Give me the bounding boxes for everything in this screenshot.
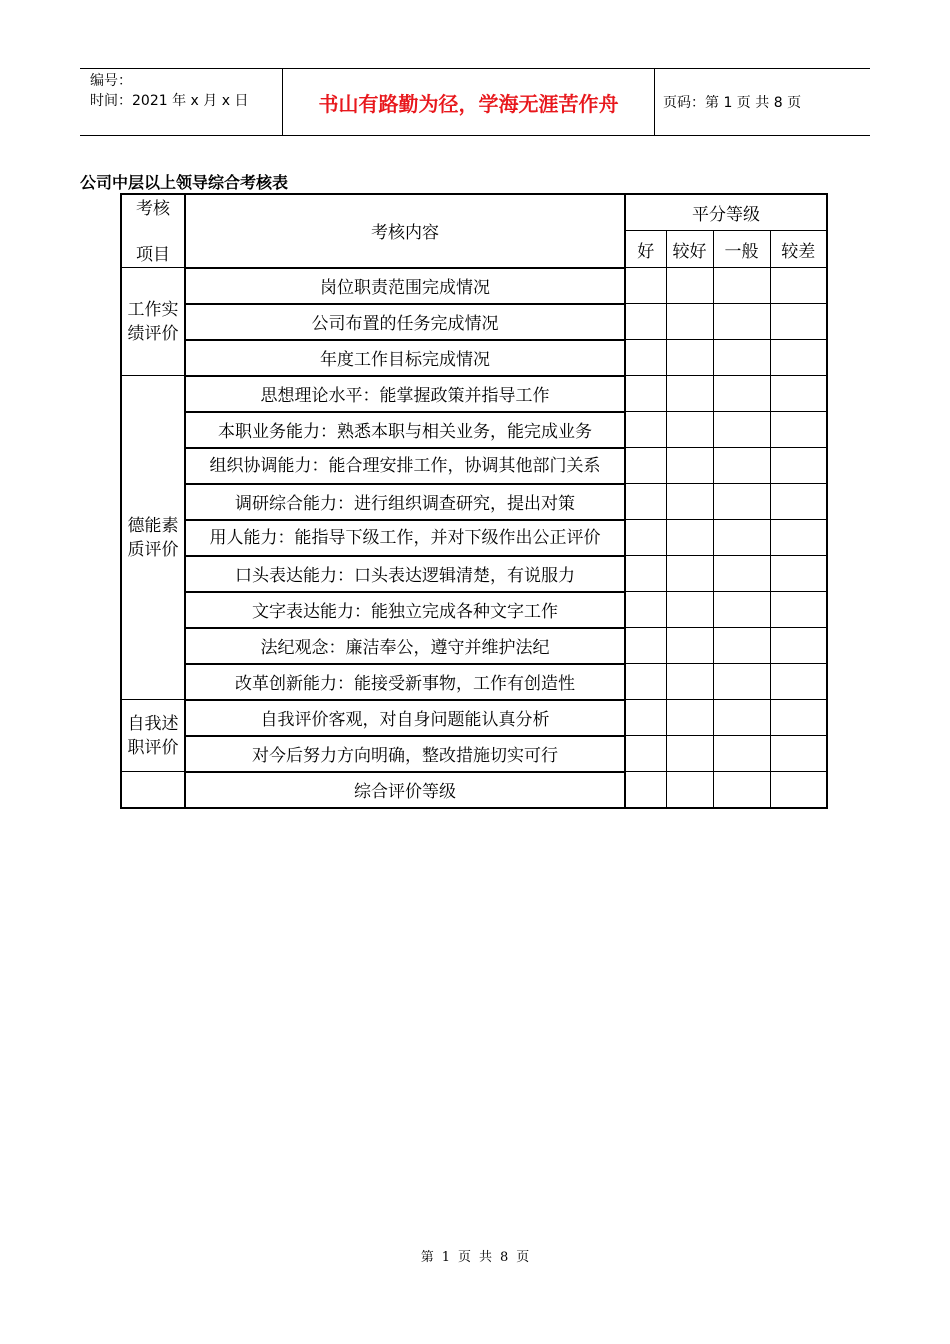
footer-page-number: 1 xyxy=(441,1250,450,1265)
item-cell: 公司布置的任务完成情况 xyxy=(185,304,625,340)
grade-cell[interactable] xyxy=(625,592,666,628)
grade-header-good: 好 xyxy=(625,231,666,268)
table-row xyxy=(121,556,827,592)
grade-cell[interactable] xyxy=(625,772,666,808)
grade-cell[interactable] xyxy=(625,736,666,772)
grade-cell[interactable] xyxy=(666,448,713,484)
grade-cell[interactable] xyxy=(770,268,827,304)
table-row xyxy=(121,664,827,700)
grade-cell[interactable] xyxy=(770,664,827,700)
item-cell: 法纪观念：廉洁奉公，遵守并维护法纪 xyxy=(185,628,625,664)
grade-header-average: 一般 xyxy=(713,231,770,268)
grade-cell[interactable] xyxy=(770,772,827,808)
item-header-cell xyxy=(121,194,185,268)
page-header xyxy=(80,68,870,136)
grade-cell[interactable] xyxy=(666,700,713,736)
grade-header-poor: 较差 xyxy=(770,231,827,268)
grade-cell[interactable] xyxy=(713,664,770,700)
grade-cell[interactable] xyxy=(713,520,770,556)
item-cell: 口头表达能力：口头表达逻辑清楚，有说服力 xyxy=(185,556,625,592)
table-row xyxy=(121,412,827,448)
category-ability-quality: 德能素质评价 xyxy=(121,376,185,700)
table-row xyxy=(121,592,827,628)
item-cell: 自我评价客观，对自身问题能认真分析 xyxy=(185,700,625,736)
grade-cell[interactable] xyxy=(770,340,827,376)
grade-group-header: 平分等级 xyxy=(625,194,827,231)
grade-cell[interactable] xyxy=(770,376,827,412)
item-cell: 本职业务能力：熟悉本职与相关业务，能完成业务 xyxy=(185,412,625,448)
grade-cell[interactable] xyxy=(713,412,770,448)
grade-cell[interactable] xyxy=(666,556,713,592)
item-text: 组织协调能力：能合理安排工作，协调其他部门关系 xyxy=(209,455,601,476)
table-row xyxy=(121,736,827,772)
grade-cell[interactable] xyxy=(625,268,666,304)
grade-cell[interactable] xyxy=(666,592,713,628)
grade-cell[interactable] xyxy=(625,340,666,376)
grade-cell[interactable] xyxy=(625,376,666,412)
summary-label: 综合评价等级 xyxy=(185,772,625,808)
grade-cell[interactable] xyxy=(770,700,827,736)
grade-cell[interactable] xyxy=(625,664,666,700)
grade-cell[interactable] xyxy=(666,772,713,808)
footer-text: 第 xyxy=(420,1250,434,1265)
item-cell xyxy=(185,520,625,556)
grade-cell[interactable] xyxy=(666,304,713,340)
grade-cell[interactable] xyxy=(770,448,827,484)
grade-cell[interactable] xyxy=(770,556,827,592)
grade-cell[interactable] xyxy=(666,376,713,412)
grade-cell[interactable] xyxy=(666,736,713,772)
item-cell xyxy=(185,448,625,484)
item-cell: 调研综合能力：进行组织调查研究，提出对策 xyxy=(185,484,625,520)
grade-cell[interactable] xyxy=(625,700,666,736)
grade-cell[interactable] xyxy=(625,412,666,448)
grade-cell[interactable] xyxy=(770,484,827,520)
item-cell: 改革创新能力：能接受新事物，工作有创造性 xyxy=(185,664,625,700)
grade-cell[interactable] xyxy=(625,556,666,592)
grade-cell[interactable] xyxy=(713,772,770,808)
table-row xyxy=(121,628,827,664)
grade-cell[interactable] xyxy=(625,448,666,484)
item-cell: 文字表达能力：能独立完成各种文字工作 xyxy=(185,592,625,628)
evaluation-table xyxy=(120,193,828,809)
grade-cell[interactable] xyxy=(713,556,770,592)
grade-header-fairly-good: 较好 xyxy=(666,231,713,268)
table-row xyxy=(121,376,827,412)
grade-cell[interactable] xyxy=(625,628,666,664)
grade-cell[interactable] xyxy=(770,592,827,628)
grade-cell[interactable] xyxy=(666,628,713,664)
item-header-top: 考核 xyxy=(136,199,170,219)
grade-cell[interactable] xyxy=(666,520,713,556)
grade-cell[interactable] xyxy=(666,484,713,520)
grade-cell[interactable] xyxy=(770,736,827,772)
header-meta xyxy=(80,69,282,135)
grade-cell[interactable] xyxy=(666,664,713,700)
table-row xyxy=(121,700,827,736)
footer-total-pages: 8 xyxy=(500,1250,509,1265)
grade-cell[interactable] xyxy=(625,484,666,520)
footer-text: 共 xyxy=(479,1250,493,1265)
footer-text: 页 xyxy=(457,1250,471,1265)
summary-row xyxy=(121,772,827,808)
grade-cell[interactable] xyxy=(625,304,666,340)
grade-cell[interactable] xyxy=(713,376,770,412)
grade-cell[interactable] xyxy=(625,520,666,556)
grade-cell[interactable] xyxy=(713,448,770,484)
grade-cell[interactable] xyxy=(770,520,827,556)
grade-cell[interactable] xyxy=(713,736,770,772)
code-label: 编号： xyxy=(90,73,132,89)
time-label: 时间：2021 年 x 月 x 日 xyxy=(90,93,249,109)
page-footer xyxy=(0,1246,950,1265)
header-motto: 书山有路勤为径，学海无涯苦作舟 xyxy=(318,91,619,116)
grade-cell[interactable] xyxy=(770,628,827,664)
header-page-info: 页码：第 1 页 共 8 页 xyxy=(663,95,802,111)
grade-cell[interactable] xyxy=(770,412,827,448)
grade-cell[interactable] xyxy=(713,484,770,520)
category-self-report: 自我述职评价 xyxy=(121,700,185,772)
table-row xyxy=(121,304,827,340)
table-row xyxy=(121,520,827,556)
grade-cell[interactable] xyxy=(770,304,827,340)
grade-cell[interactable] xyxy=(666,340,713,376)
grade-cell[interactable] xyxy=(713,628,770,664)
grade-cell[interactable] xyxy=(666,268,713,304)
grade-cell[interactable] xyxy=(713,268,770,304)
grade-cell[interactable] xyxy=(666,412,713,448)
item-text: 用人能力：能指导下级工作，并对下级作出公正评价 xyxy=(209,527,601,548)
grade-cell[interactable] xyxy=(713,700,770,736)
footer-text: 页 xyxy=(516,1250,530,1265)
item-cell: 思想理论水平：能掌握政策并指导工作 xyxy=(185,376,625,412)
item-header-bottom: 项目 xyxy=(136,245,170,265)
item-cell: 对今后努力方向明确，整改措施切实可行 xyxy=(185,736,625,772)
content-header: 考核内容 xyxy=(185,194,625,268)
grade-cell[interactable] xyxy=(713,304,770,340)
grade-cell[interactable] xyxy=(713,592,770,628)
grade-cell[interactable] xyxy=(713,340,770,376)
table-row xyxy=(121,340,827,376)
document-title: 公司中层以上领导综合考核表 xyxy=(80,173,289,192)
category-work-performance: 工作实绩评价 xyxy=(121,268,185,376)
item-cell: 年度工作目标完成情况 xyxy=(185,340,625,376)
empty-cell xyxy=(121,772,185,808)
item-cell: 岗位职责范围完成情况 xyxy=(185,268,625,304)
table-row xyxy=(121,484,827,520)
table-row xyxy=(121,268,827,304)
table-row xyxy=(121,448,827,484)
